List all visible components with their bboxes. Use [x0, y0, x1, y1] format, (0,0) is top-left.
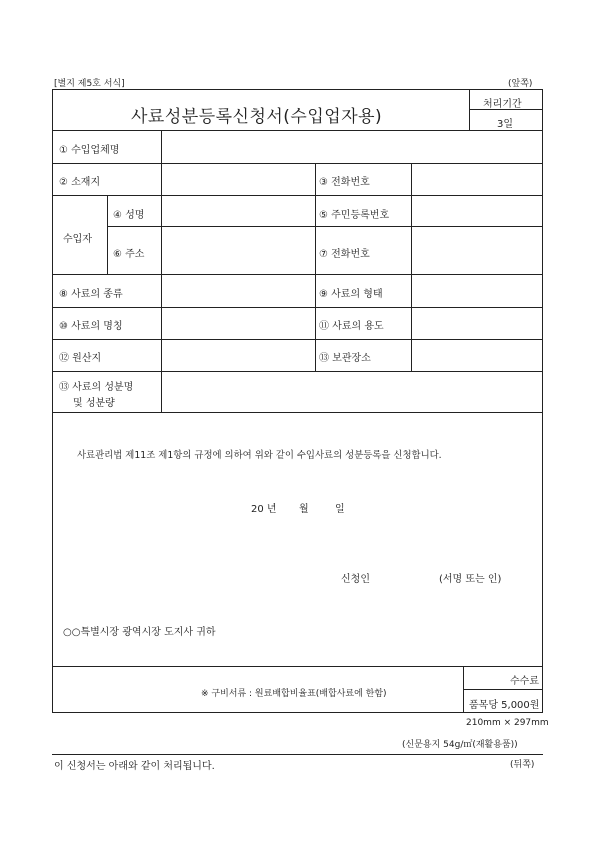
- processing-note: 이 신청서는 아래와 같이 처리됩니다.: [54, 761, 215, 772]
- signature-label: (서명 또는 인): [439, 574, 502, 585]
- row-line: [53, 412, 543, 413]
- col-line: [161, 130, 162, 412]
- col-line: [315, 163, 316, 371]
- paper-size: 210mm × 297mm: [466, 718, 549, 728]
- feed-type-label: ⑧ 사료의 종류: [59, 289, 123, 300]
- required-documents: ※ 구비서류 : 원료배합비율표(배합사료에 한함): [201, 689, 387, 699]
- date-month: 월: [299, 504, 309, 515]
- fee-label: 수수료: [510, 676, 539, 687]
- addressee: ○○특별시장 광역시장 도지사 귀하: [63, 627, 216, 638]
- form-title: 사료성분등록신청서(수입업자용): [131, 107, 383, 127]
- row-line: [53, 163, 543, 164]
- form-number: [별지 제5호 서식]: [54, 79, 125, 89]
- bottom-rule: [52, 754, 543, 755]
- back-side-label: (뒤쪽): [510, 760, 535, 770]
- row-line: [53, 130, 543, 131]
- processing-period-label: 처리기간: [483, 99, 522, 110]
- row-line: [107, 226, 543, 227]
- fee-row-line: [463, 689, 543, 690]
- col-line: [107, 195, 108, 274]
- feed-use-label: ⑪ 사료의 용도: [319, 321, 384, 332]
- fee-value: 품목당 5,000원: [469, 700, 540, 711]
- date-day: 일: [335, 504, 345, 515]
- company-name-label: ① 수입업체명: [59, 145, 120, 156]
- paper-type: (신문용지 54g/㎡(재활용품)): [402, 740, 518, 750]
- applicant-label: 신청인: [341, 574, 370, 585]
- phone-label-1: ③ 전화번호: [319, 177, 370, 188]
- row-line: [53, 274, 543, 275]
- feed-name-label: ⑩ 사료의 명칭: [59, 321, 123, 332]
- date-year: 20 년: [251, 504, 277, 515]
- row-line: [53, 666, 543, 667]
- application-form: [52, 89, 543, 713]
- ingredients-label-2: 및 성분량: [73, 398, 115, 409]
- feed-form-label: ⑨ 사료의 형태: [319, 289, 383, 300]
- origin-label: ⑫ 원산지: [59, 353, 102, 364]
- importer-label: 수입자: [63, 234, 92, 245]
- title-divider: [469, 90, 470, 130]
- phone-label-2: ⑦ 전화번호: [319, 249, 370, 260]
- row-line: [53, 307, 543, 308]
- processing-period-value: 3일: [497, 119, 514, 130]
- ingredients-label: ⑬ 사료의 성분명: [59, 382, 134, 393]
- col-line: [411, 163, 412, 371]
- name-label: ④ 성명: [113, 210, 145, 221]
- address-label: ⑥ 주소: [113, 249, 145, 260]
- front-side-label: (앞쪽): [508, 79, 533, 89]
- row-line: [53, 195, 543, 196]
- row-line: [53, 371, 543, 372]
- location-label: ② 소재지: [59, 177, 101, 188]
- application-statement: 사료관리법 제11조 제1항의 규정에 의하여 위와 같이 수입사료의 성분등록을 신청합니다.: [77, 450, 442, 461]
- resident-number-label: ⑤ 주민등록번호: [319, 210, 390, 221]
- row-line: [53, 339, 543, 340]
- storage-label: ⑬ 보관장소: [319, 353, 371, 364]
